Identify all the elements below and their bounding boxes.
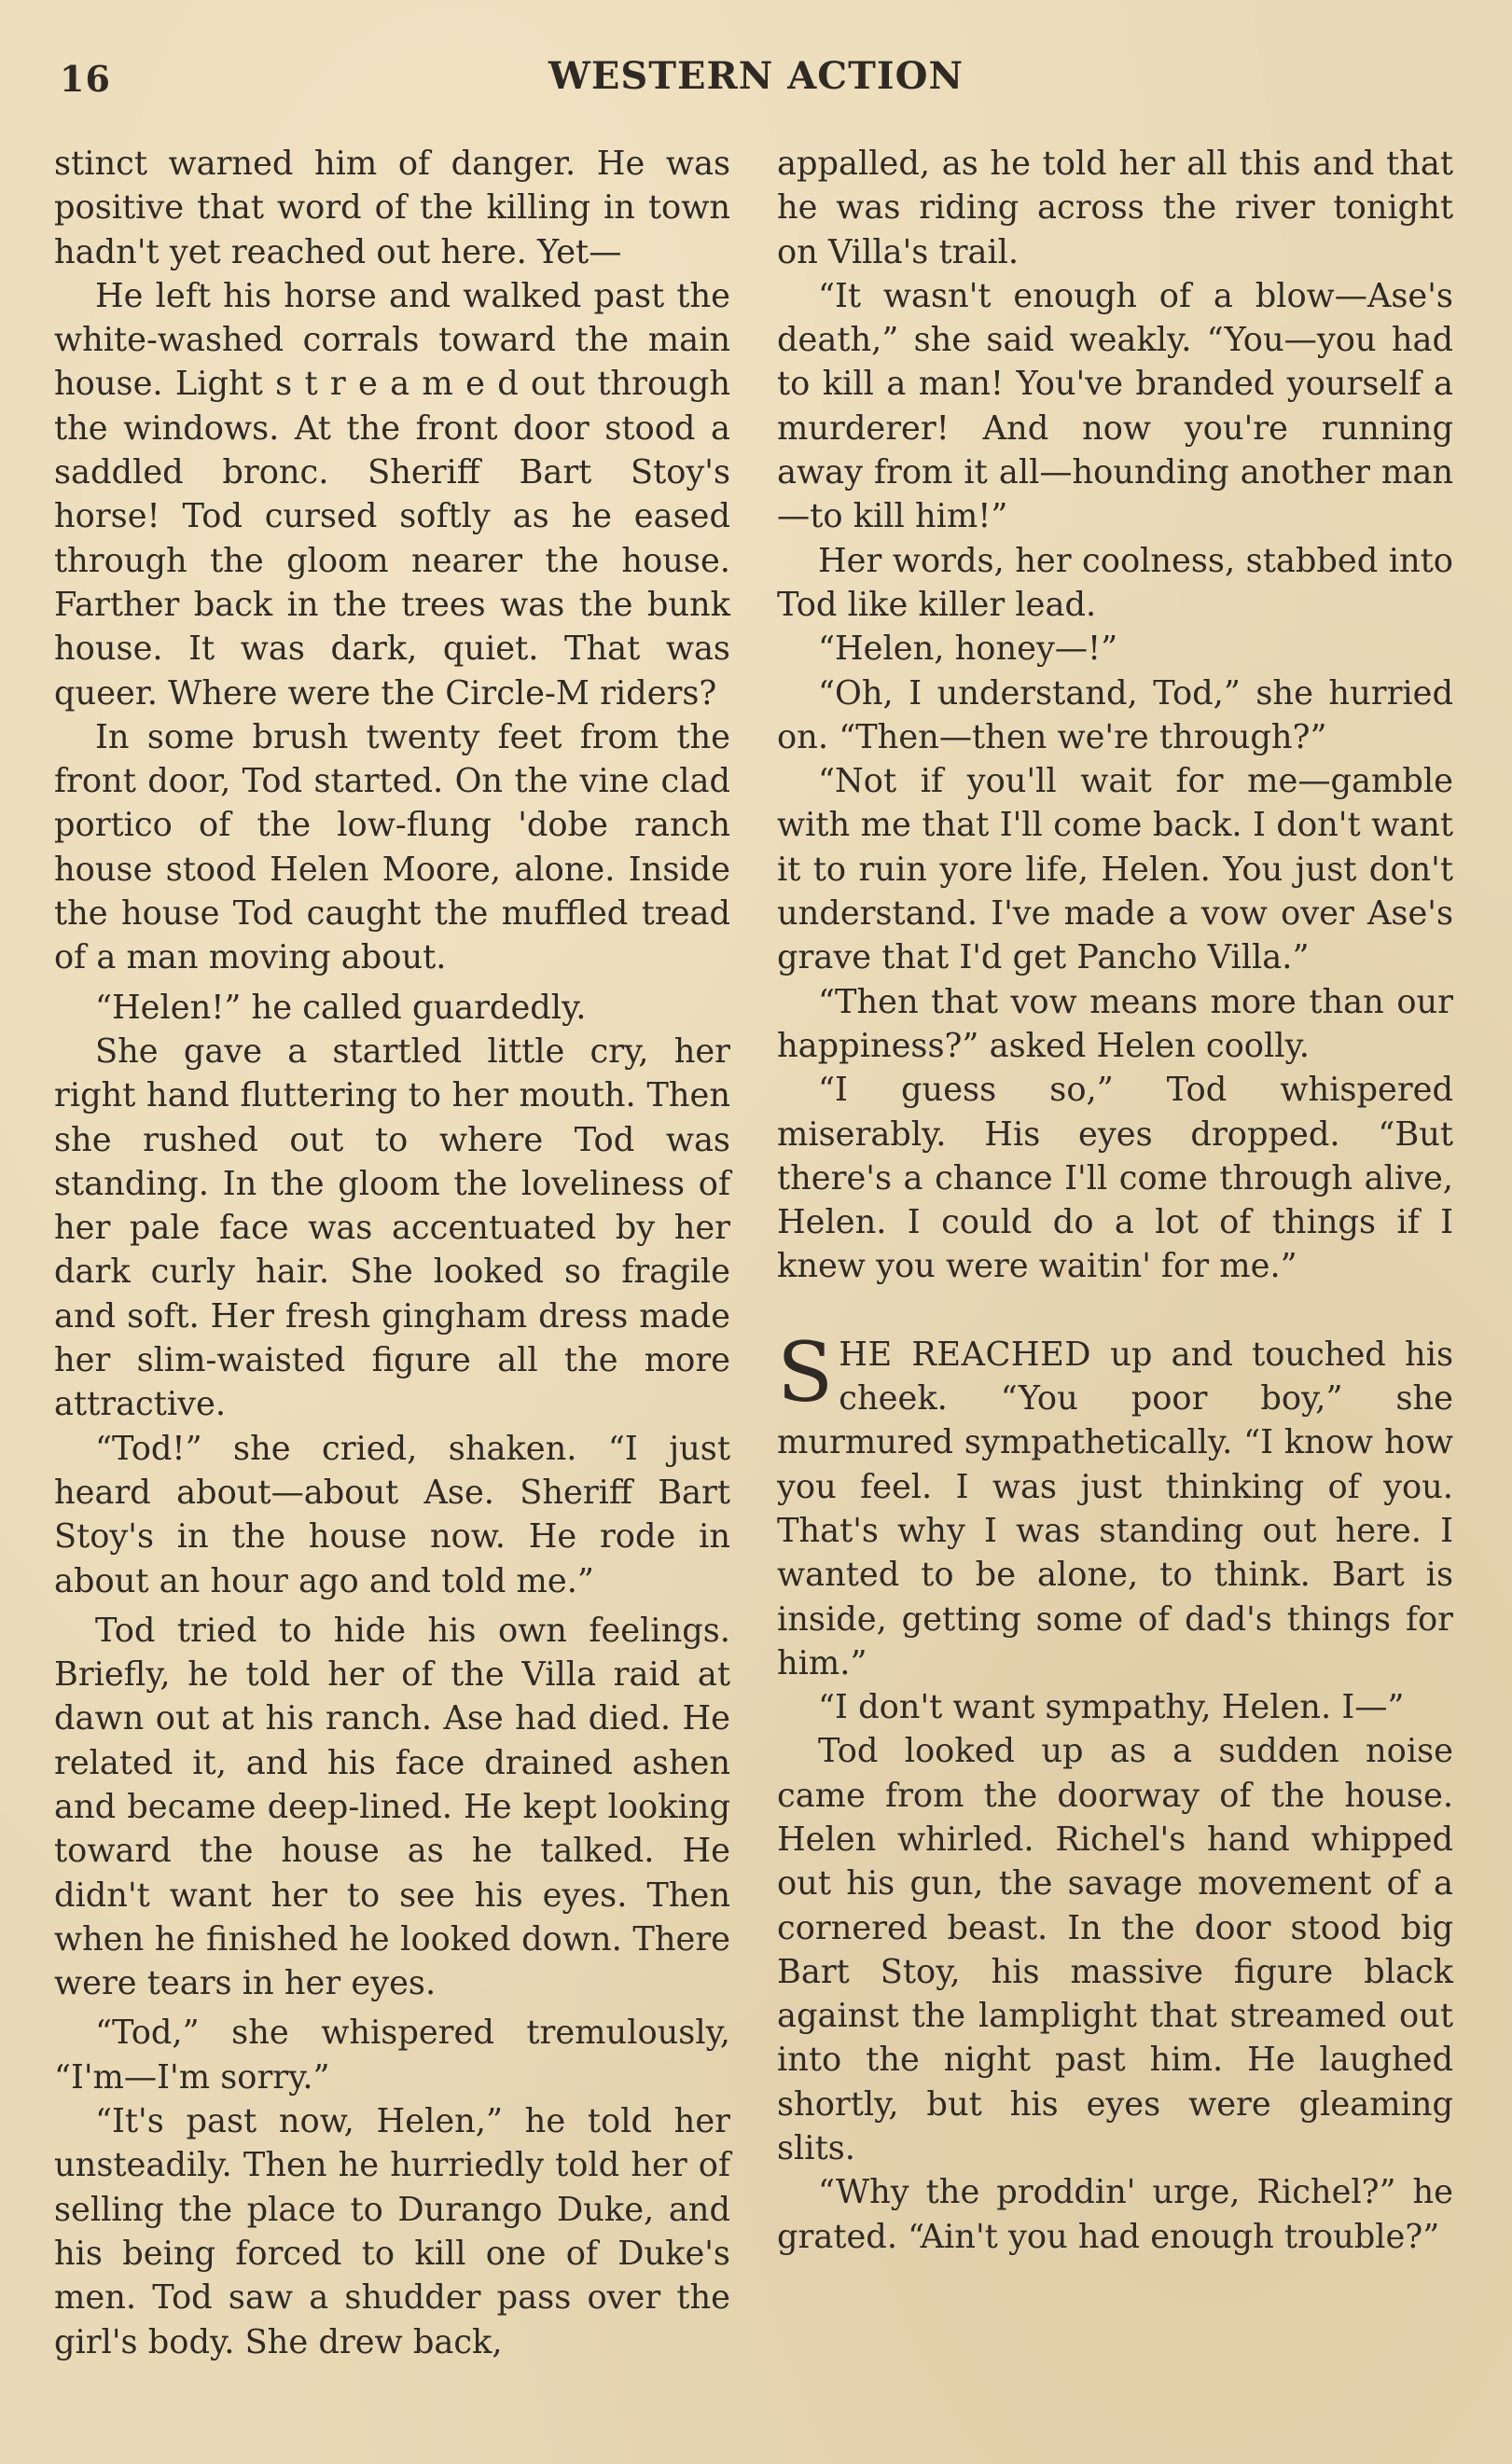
paragraph: “Helen, honey—!” <box>818 630 1118 669</box>
paragraph: “Tod!” she cried, shaken. “I just heard about—about Ase. Sheriff Bart Stoy's in the house now. He rode in about an hour ago and told me.” <box>54 1429 730 1600</box>
paragraph: In some brush twenty feet from the front door, Tod started. On the vine clad portico of the low-flung 'dobe ranch house stood Helen Moore, alone. Inside the house Tod caught the muffled tread of a man moving about. <box>54 717 730 977</box>
paragraph: “Tod,” she whispered tremulously, “I'm—I'm sorry.” <box>54 2014 730 2097</box>
section-break-paragraph <box>777 1323 1454 1685</box>
paragraph: Tod looked up as a sudden noise came from the doorway of the house. Helen whirled. Richel's hand whipped out his gun, the savage movement of a cornered beast. In the door stood big Bart Stoy, his massive figure black against the lamplight that streamed out into the night past him. He laughed shortly, but his eyes were gleaming slits. <box>777 1732 1453 2168</box>
left-column <box>54 142 730 2364</box>
paragraph: “Helen!” he called guardedly. <box>95 988 587 1027</box>
paragraph: He left his horse and walked past the white-washed corrals toward the main house. Light s t r e a m e d out through the windows. At the front door stood a saddled bronc. Sheriff Bart Stoy's horse! Tod cursed softly as he eased through the gloom nearer the house. Farther back in the trees was the bunk house. It was dark, quiet. That was queer. Where were the Circle-M riders? <box>54 276 730 713</box>
drop-cap: S <box>777 1323 834 1420</box>
paragraph: Her words, her coolness, stabbed into Tod like killer lead. <box>777 541 1453 624</box>
page-number: 16 <box>60 58 111 100</box>
paragraph: stinct warned him of danger. He was positive that word of the killing in town hadn't yet reached out here. Yet— <box>54 145 730 271</box>
paragraph: She gave a startled little cry, her right hand fluttering to her mouth. Then she rushed out to where Tod was standing. In the gloom the loveliness of her pale face was accentuated by her dark curly hair. She looked so fragile and soft. Her fresh gingham dress made her slim-waisted figure all the more attractive. <box>54 1031 730 1424</box>
section-text: up and touched his cheek. “You poor boy,” she murmured sympathetically. “I know how you feel. I was just thinking of you. That's why I was standing out here. I wanted to be alone, to think. Bart is inside, getting some of dad's things for him.” <box>777 1335 1454 1682</box>
section-lead: HE REACHED <box>839 1335 1092 1374</box>
paragraph: “Not if you'll wait for me—gamble with me that I'll come back. I don't want it to ruin yore life, Helen. You just don't understand. I've made a vow over Ase's grave that I'd get Pancho Villa.” <box>777 762 1453 977</box>
paragraph: “Then that vow means more than our happiness?” asked Helen coolly. <box>777 982 1453 1065</box>
paragraph: “Why the proddin' urge, Richel?” he grated. “Ain't you had enough trouble?” <box>777 2173 1453 2256</box>
running-head: WESTERN ACTION <box>548 54 964 98</box>
paragraph: Tod tried to hide his own feelings. Briefly, he told her of the Villa raid at dawn out at his ranch. Ase had died. He related it, and his face drained ashen and became deep-lined. He kept looking toward the house as he talked. He didn't want her to see his eyes. Then when he finished he looked down. There were tears in her eyes. <box>54 1611 730 2003</box>
paragraph: “I don't want sympathy, Helen. I—” <box>818 1688 1405 1727</box>
paragraph: “I guess so,” Tod whispered miserably. His eyes dropped. “But there's a chance I'll come through alive, Helen. I could do a lot of things if I knew you were waitin' for me.” <box>777 1071 1453 1286</box>
paragraph: appalled, as he told her all this and that he was riding across the river tonight on Villa's trail. <box>777 145 1453 271</box>
paragraph: “It wasn't enough of a blow—Ase's death,” she said weakly. “You—you had to kill a man! You've branded yourself a murderer! And now you're running away from it all—hounding another man—to kill him!” <box>777 276 1453 536</box>
right-column <box>777 142 1453 2259</box>
paragraph: “Oh, I understand, Tod,” she hurried on. “Then—then we're through?” <box>777 673 1453 756</box>
paragraph: “It's past now, Helen,” he told her unsteadily. Then he hurriedly told her of selling the place to Durango Duke, and his being forced to kill one of Duke's men. Tod saw a shudder pass over the girl's body. She drew back, <box>54 2102 730 2361</box>
